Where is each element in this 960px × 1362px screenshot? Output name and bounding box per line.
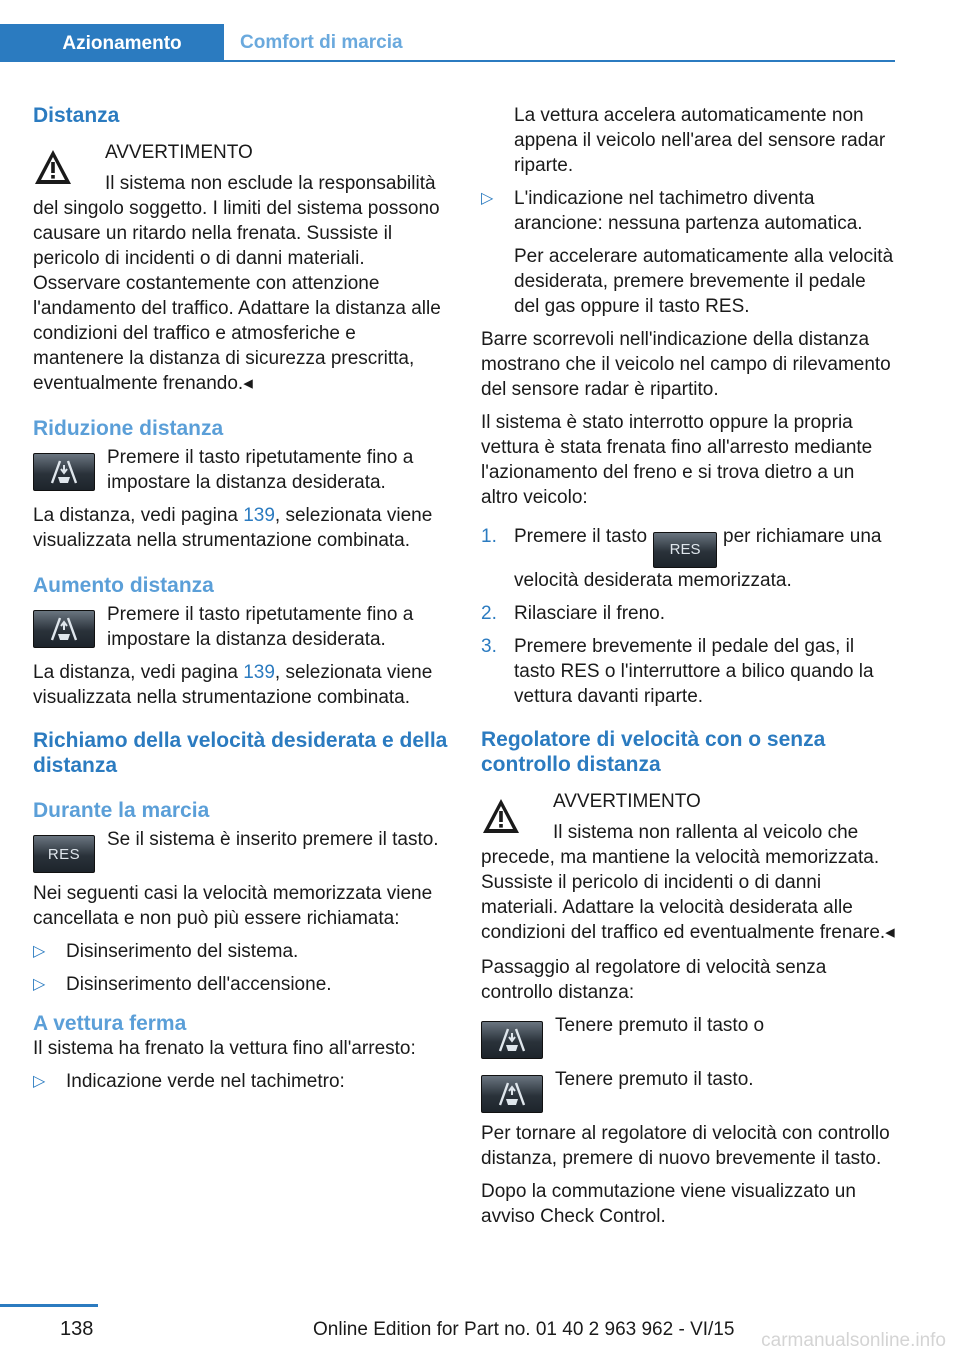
section-title-riduzione: Riduzione distanza [33,417,224,440]
riduzione-instruction: Premere il tasto ripetutamente fino a impostare la distanza desiderata. [107,447,414,493]
triangle-bullet-icon: ▷ [33,1073,46,1090]
right-column [481,103,896,1237]
riduzione-row [33,445,448,495]
watermark: carmanualsonline.info [761,1330,946,1351]
distance-increase-icon [33,610,95,648]
text-span: , selezionata viene visualizzata nella strumentazione combinata. [33,505,433,551]
tab-comfort-di-marcia[interactable]: Comfort di marcia [240,32,403,53]
tenere-row-1 [481,1013,896,1059]
header-bar [0,24,895,62]
list-item-text: Indicazione verde nel tachimetro: [66,1071,345,1092]
section-title-aumento: Aumento distanza [33,574,214,597]
passaggio-paragraph: Passaggio al regolatore di velocità senza controllo distanza: [481,956,827,1003]
page-link-139[interactable]: 139 [243,662,275,683]
warning-block [481,789,896,945]
interrotto-paragraph: Il sistema è stato interrotto oppure la propria vettura è stata frenata fino all'arresto mediante l'azionamento del freno e si trova dietro a un altro veicolo: [481,412,873,508]
dopo-paragraph: Dopo la commutazione viene visualizzato un avviso Check Control. [481,1180,856,1227]
ferma-paragraph: Il sistema ha frenato la vettura fino all'arresto: [33,1038,416,1059]
tenere-instruction-2: Tenere premuto il tasto. [555,1068,754,1090]
text-span: La distanza, vedi pagina [33,505,244,526]
list-item [481,186,896,236]
list-item-text: Disinserimento del sistema. [66,941,299,962]
warning-triangle-icon [481,795,521,839]
tab-azionamento[interactable]: Azionamento [0,24,224,62]
triangle-bullet-icon: ▷ [33,943,46,960]
warning-title: AVVERTIMENTO [105,142,253,163]
section-title-regolatore: Regolatore di velocità con o senza controllo distanza [481,727,826,776]
triangle-bullet-icon: ▷ [33,976,46,993]
section-title-richiamo: Richiamo della velocità desiderata e della distanza [33,729,448,777]
durante-instruction: Se il sistema è inserito premere il tasto. [107,829,439,850]
section-title-ferma: A vettura ferma [33,1012,187,1035]
page-number-rule [0,1304,98,1307]
aumento-paragraph [33,660,448,710]
seguenti-paragraph: Nei seguenti casi la velocità memorizzata viene cancellata e non può più essere richiamata: [33,883,433,929]
warning-triangle-icon [33,146,73,190]
text-span: , selezionata viene visualizzata nella strumentazione combinata. [33,662,433,708]
list-item [33,972,448,997]
tenere-row-2 [481,1067,896,1113]
warning-text: Il sistema non rallenta al veicolo che precede, ma mantiene la velocità memorizzata. Sussiste il pericolo di incidenti o di danni materiali. Adattare la velocità desiderata alle condizioni del traffico ed eventualmente frenare.◂ [481,821,895,943]
step-text: Premere brevemente il pedale del gas, il tasto RES o l'interruttore a bilico quando la vettura davanti riparte. [514,635,874,707]
riduzione-paragraph [33,503,448,553]
step-number: 1. [481,526,497,547]
accelerare-paragraph: Per accelerare automaticamente alla velocità desiderata, premere brevemente il pedale del gas oppure il tasto RES. [514,246,894,317]
durante-row [33,827,448,873]
step-text: Rilasciare il freno. [514,602,665,624]
distance-increase-icon [481,1075,543,1113]
section-title-distanza: Distanza [33,104,120,127]
step-number: 2. [481,602,497,624]
list-item [33,939,448,964]
res-button-icon: RES [653,532,717,568]
text-span: Premere il tasto [514,526,648,547]
text-span: per richiamare una velocità desiderata memorizzata. [514,526,882,591]
section-title-durante: Durante la marcia [33,799,210,822]
distance-decrease-icon [33,453,95,491]
numbered-step [481,601,896,626]
list-item-text: Disinserimento dell'accensione. [66,974,332,995]
triangle-bullet-icon: ▷ [481,190,494,207]
list-item [33,1069,448,1094]
aumento-row [33,602,448,652]
warning-title: AVVERTIMENTO [553,790,701,812]
warning-text: Il sistema non esclude la responsabilità del singolo soggetto. I limiti del sistema possono causare un ritardo nella frenata. Sussiste il pericolo di incidenti o di danni materiali. Osservare costantemente con attenzione l'andamento del traffico. Adattare la distanza alle condizioni del traffico e atmosferiche e mantenere la distanza di sicurezza prescritta, eventualmente frenando.◂ [33,173,441,394]
page-number: 138 [60,1318,94,1340]
step-number: 3. [481,635,497,657]
accelera-paragraph: La vettura accelera automaticamente non appena il veicolo nell'area del sensore radar riparte. [514,105,886,176]
tornare-paragraph: Per tornare al regolatore di velocità con controllo distanza, premere di nuovo brevemente il tasto. [481,1122,890,1169]
barre-paragraph: Barre scorrevoli nell'indicazione della distanza mostrano che il veicolo nel campo di rilevamento del sensore radar è ripartito. [481,329,891,400]
edition-footer: Online Edition for Part no. 01 40 2 963 962 - VI/15 [313,1319,735,1340]
list-item-text: L'indicazione nel tachimetro diventa arancione: nessuna partenza automatica. [514,188,863,234]
step-text [514,524,896,593]
left-column [33,103,448,1102]
text-span: La distanza, vedi pagina [33,662,244,683]
aumento-instruction: Premere il tasto ripetutamente fino a impostare la distanza desiderata. [107,604,414,650]
distance-decrease-icon [481,1021,543,1059]
numbered-step [481,634,896,709]
tenere-instruction-1: Tenere premuto il tasto o [555,1014,765,1036]
header-rule [0,60,895,62]
res-button-icon: RES [33,835,95,873]
warning-block [33,140,448,396]
numbered-step [481,524,896,593]
page-link-139[interactable]: 139 [243,505,275,526]
